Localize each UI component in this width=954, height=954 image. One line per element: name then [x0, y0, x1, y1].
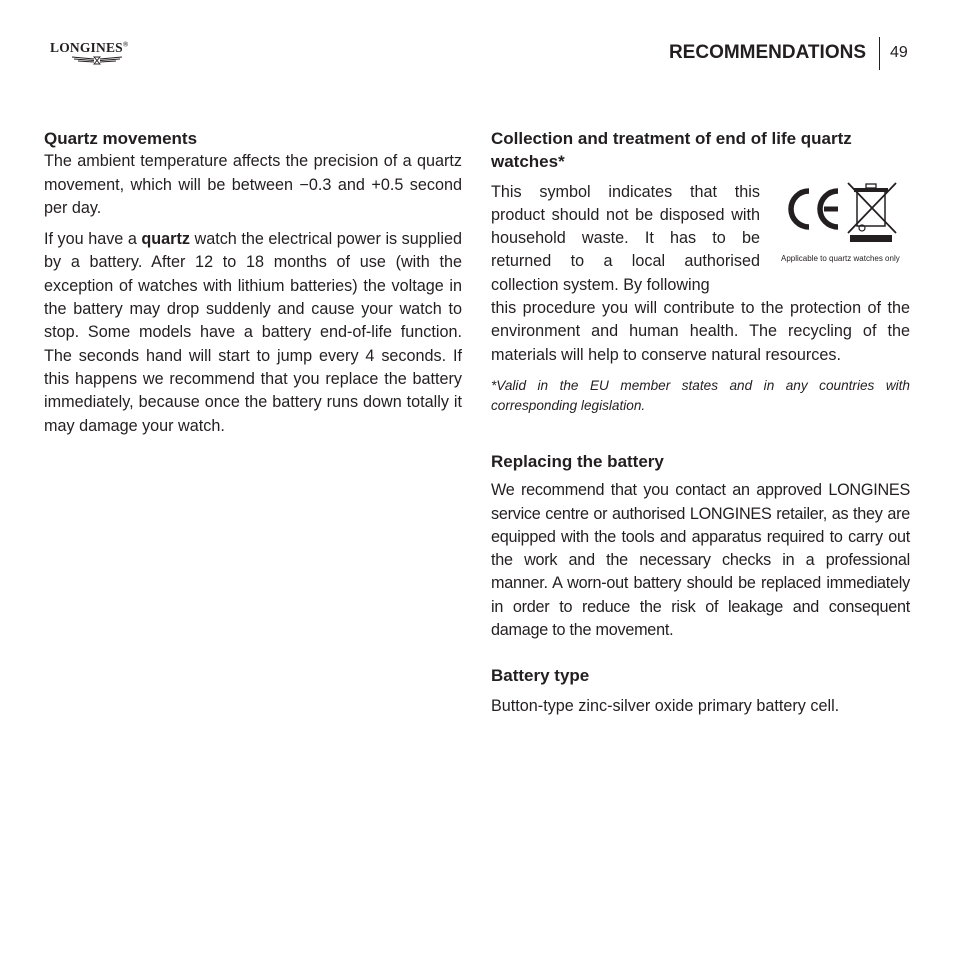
- battery-type-heading: Battery type: [491, 666, 590, 686]
- quartz-keyword: quartz: [141, 230, 190, 249]
- quartz-movements-heading: Quartz movements: [44, 129, 198, 148]
- replacing-battery-heading: Replacing the battery: [491, 451, 664, 471]
- replacing-battery-section: [491, 450, 910, 642]
- left-column: [44, 127, 462, 438]
- ce-block: [491, 181, 910, 297]
- ce-caption: Applicable to quartz watches only: [781, 253, 900, 263]
- collection-text-part-1: This symbol indicates that this product should not be disposed with household waste. It has to be returned to a local authorised collection system. By following: [491, 182, 760, 294]
- page-title: RECOMMENDATIONS: [668, 42, 866, 63]
- battery-type-section: [491, 664, 910, 718]
- ce-weee-figure: [760, 181, 910, 297]
- quartz-p2-body: watch the electrical power is supplied by a battery. After 12 to 18 months of use (with the exception of watches with lithium batteries) the voltage in the battery may drop suddenly and cause your watch to stop. Some models have a battery end-of-life function. The seconds hand will start to jump every 4 seconds. If this happens we recommend that you replace the battery immediately, because once the battery runs down totally it may damage your watch.: [44, 230, 462, 435]
- replacing-battery-text: We recommend that you contact an approved LONGINES service centre or authorised LONGINES retailer, as they are equipped with the tools and apparatus required to carry out the work and the necessary checks in a professional manner. A worn-out battery should be replaced immediately in order to reduce the risk of leakage and consequent damage to the movement.: [491, 481, 910, 640]
- footnote: *Valid in the EU member states and in any countries with corresponding legislation.: [491, 377, 910, 413]
- winged-hourglass-icon: [70, 54, 124, 66]
- right-column: [491, 127, 910, 718]
- ce-weee-icon: [780, 179, 902, 243]
- quartz-paragraph-2: [44, 228, 462, 438]
- collection-text-part-2: this procedure you will contribute to the protection of the environment and human health. The recycling of the materials will help to conserve natural resources.: [491, 299, 910, 364]
- page-number: 49: [890, 44, 908, 61]
- collection-heading: Collection and treatment of end of life quartz watches*: [491, 129, 852, 172]
- quartz-paragraph-1: The ambient temperature affects the precision of a quartz movement, which will be between −0.3 and +0.5 second per day.: [44, 152, 462, 217]
- longines-logo: [50, 40, 144, 66]
- trademark: ®: [122, 40, 129, 49]
- brand-name: LONGINES: [50, 40, 123, 55]
- header-divider: [879, 37, 880, 70]
- battery-type-text: Button-type zinc-silver oxide primary battery cell.: [491, 696, 840, 715]
- quartz-p2-lead: If you have a: [44, 230, 142, 249]
